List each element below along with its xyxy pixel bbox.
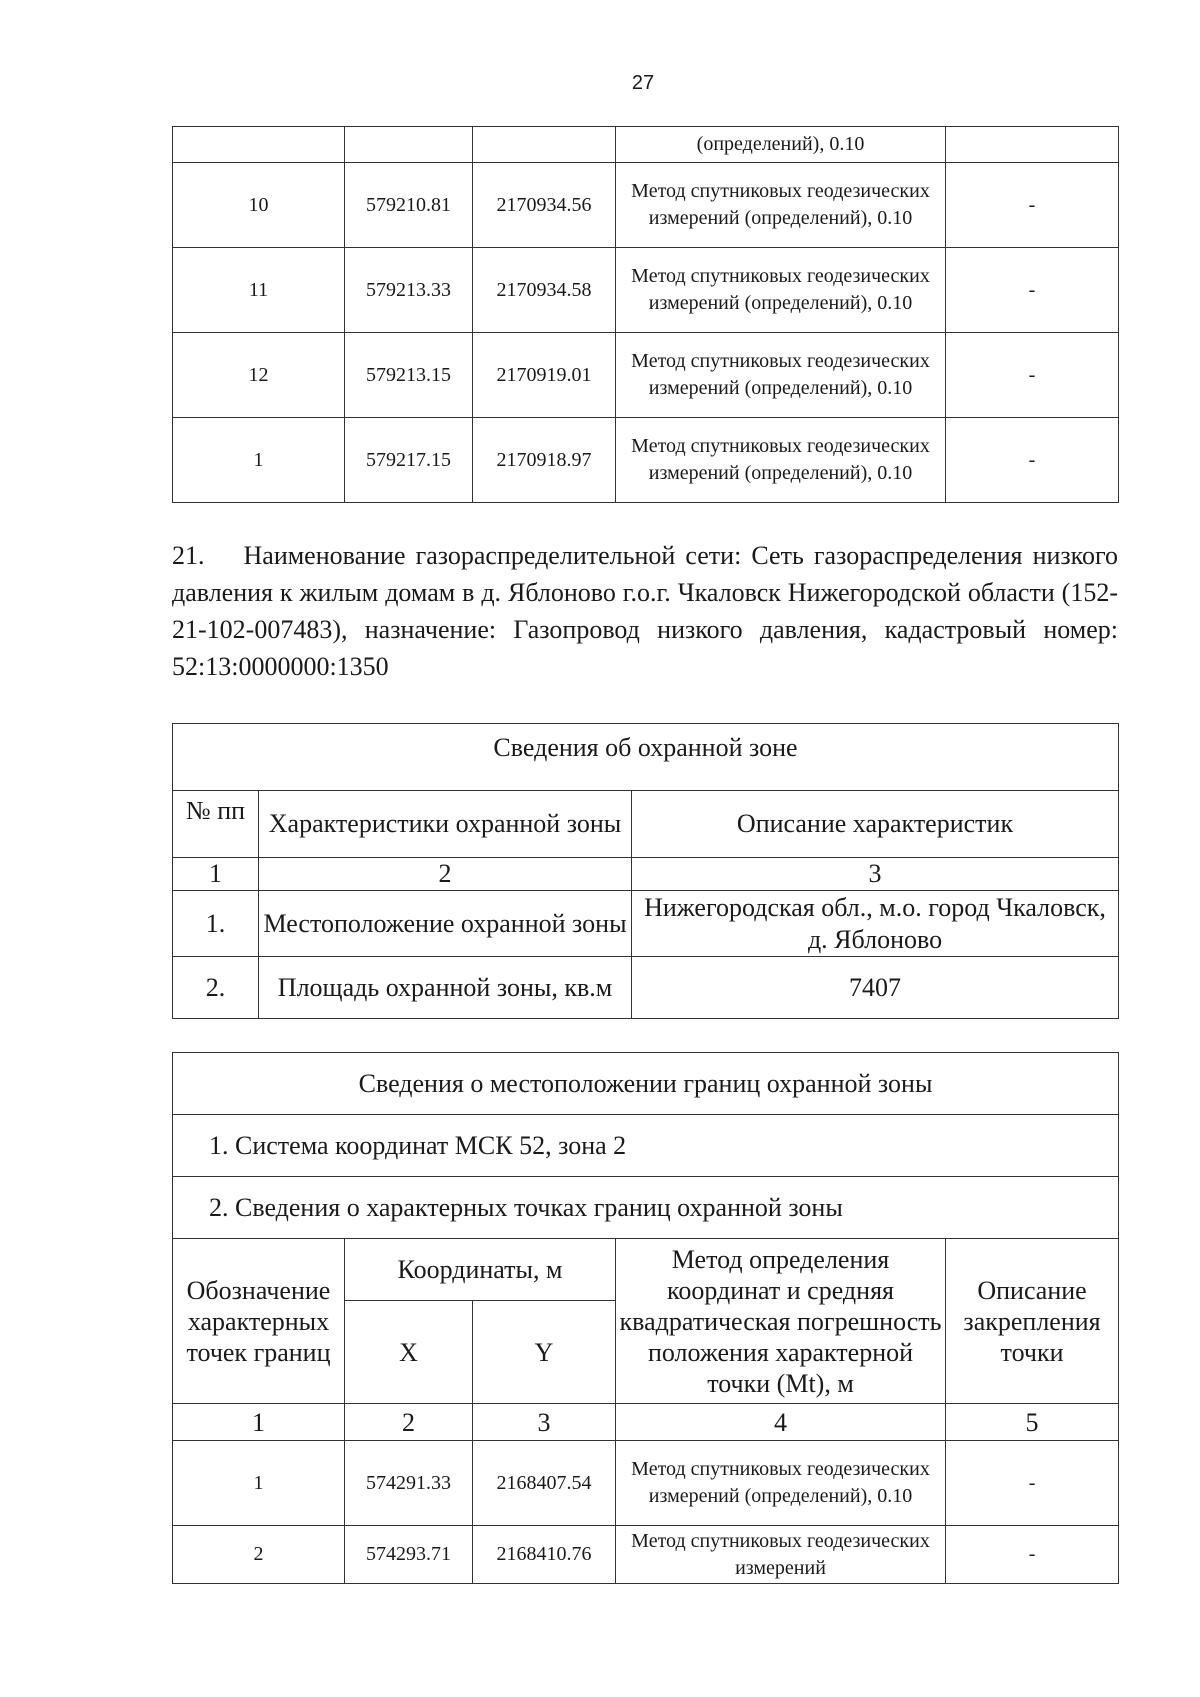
table-title-row bbox=[173, 724, 1119, 791]
characteristic-value: Нижегородская обл., м.о. город Чкаловск, д. Яблоново bbox=[632, 891, 1119, 957]
description-cell bbox=[946, 127, 1119, 163]
column-number: 1 bbox=[173, 1404, 345, 1441]
point-number-cell: 1 bbox=[173, 418, 345, 503]
point-number-cell: 2 bbox=[173, 1526, 345, 1584]
points-title: 2. Сведения о характерных точках границ охранной зоны bbox=[173, 1177, 1119, 1239]
x-cell: 574293.71 bbox=[345, 1526, 473, 1584]
x-cell: 579217.15 bbox=[345, 418, 473, 503]
characteristic-value: 7407 bbox=[632, 957, 1119, 1019]
description-cell: - bbox=[946, 333, 1119, 418]
table-title: Сведения о местоположении границ охранной зоны bbox=[173, 1053, 1119, 1115]
method-cell: Метод спутниковых геодезических измерений (определений), 0.10 bbox=[616, 1441, 946, 1526]
page-number: 27 bbox=[631, 72, 655, 94]
method-cell: (определений), 0.10 bbox=[616, 127, 946, 163]
point-number-cell: 12 bbox=[173, 333, 345, 418]
points-title-row bbox=[173, 1177, 1119, 1239]
method-cell: Метод спутниковых геодезических измерений (определений), 0.10 bbox=[616, 333, 946, 418]
y-cell: 2170934.58 bbox=[473, 248, 616, 333]
header-method: Метод определения координат и средняя квадратическая погрешность положения характерной точки (Mt), м bbox=[616, 1239, 946, 1404]
x-cell: 579213.15 bbox=[345, 333, 473, 418]
table-row bbox=[173, 957, 1119, 1019]
table-row bbox=[173, 1526, 1119, 1584]
y-cell: 2170918.97 bbox=[473, 418, 616, 503]
y-cell: 2170919.01 bbox=[473, 333, 616, 418]
characteristic-name: Местоположение охранной зоны bbox=[259, 891, 632, 957]
table-row bbox=[173, 248, 1119, 333]
column-number: 3 bbox=[632, 858, 1119, 891]
header-y: Y bbox=[473, 1301, 616, 1404]
y-cell bbox=[473, 127, 616, 163]
description-cell: - bbox=[946, 248, 1119, 333]
column-number: 5 bbox=[946, 1404, 1119, 1441]
column-number: 2 bbox=[345, 1404, 473, 1441]
description-cell: - bbox=[946, 1441, 1119, 1526]
y-cell: 2168410.76 bbox=[473, 1526, 616, 1584]
y-cell: 2170934.56 bbox=[473, 163, 616, 248]
point-number-cell: 1 bbox=[173, 1441, 345, 1526]
table-row bbox=[173, 891, 1119, 957]
table-row bbox=[173, 1441, 1119, 1526]
row-number: 1. bbox=[173, 891, 259, 957]
column-number: 4 bbox=[616, 1404, 946, 1441]
column-number-row bbox=[173, 1404, 1119, 1441]
table-row bbox=[173, 127, 1119, 163]
header-x: X bbox=[345, 1301, 473, 1404]
method-cell: Метод спутниковых геодезических измерений (определений), 0.10 bbox=[616, 163, 946, 248]
column-number: 2 bbox=[259, 858, 632, 891]
coordinate-system: 1. Система координат МСК 52, зона 2 bbox=[173, 1115, 1119, 1177]
header-number: № пп bbox=[173, 791, 259, 858]
header-characteristics: Характеристики охранной зоны bbox=[259, 791, 632, 858]
x-cell: 579213.33 bbox=[345, 248, 473, 333]
header-description: Описание характеристик bbox=[632, 791, 1119, 858]
table-row bbox=[173, 163, 1119, 248]
boundary-points-table bbox=[172, 1052, 1119, 1584]
point-number-cell: 10 bbox=[173, 163, 345, 248]
characteristic-name: Площадь охранной зоны, кв.м bbox=[259, 957, 632, 1019]
row-number: 2. bbox=[173, 957, 259, 1019]
description-cell: - bbox=[946, 418, 1119, 503]
table-title-row bbox=[173, 1053, 1119, 1115]
description-cell: - bbox=[946, 163, 1119, 248]
table-row bbox=[173, 333, 1119, 418]
table-row bbox=[173, 418, 1119, 503]
header-point: Обозначение характерных точек границ bbox=[173, 1239, 345, 1404]
method-cell: Метод спутниковых геодезических измерений (определений), 0.10 bbox=[616, 248, 946, 333]
table-header-row bbox=[173, 1239, 1119, 1301]
y-cell: 2168407.54 bbox=[473, 1441, 616, 1526]
method-cell: Метод спутниковых геодезических измерений bbox=[616, 1526, 946, 1584]
coordinates-table-continued bbox=[172, 126, 1119, 503]
column-number: 1 bbox=[173, 858, 259, 891]
method-cell: Метод спутниковых геодезических измерений (определений), 0.10 bbox=[616, 418, 946, 503]
column-number: 3 bbox=[473, 1404, 616, 1441]
protection-zone-info-table bbox=[172, 723, 1119, 1019]
column-number-row bbox=[173, 858, 1119, 891]
header-coordinates: Координаты, м bbox=[345, 1239, 616, 1301]
section-paragraph: 21. Наименование газораспределительной сети: Сеть газораспределения низкого давления к жилым домам в д. Яблоново г.о.г. Чкаловск Нижегородской области (152-21-102-007483), назначение: Газопровод низкого давления, кадастровый номер: 52:13:0000000:1350 bbox=[172, 541, 1118, 681]
table-title: Сведения об охранной зоне bbox=[173, 724, 1119, 791]
point-number-cell bbox=[173, 127, 345, 163]
x-cell bbox=[345, 127, 473, 163]
point-number-cell: 11 bbox=[173, 248, 345, 333]
x-cell: 574291.33 bbox=[345, 1441, 473, 1526]
x-cell: 579210.81 bbox=[345, 163, 473, 248]
header-description: Описание закрепления точки bbox=[946, 1239, 1119, 1404]
description-cell: - bbox=[946, 1526, 1119, 1584]
table-header-row bbox=[173, 791, 1119, 858]
coordinate-system-row bbox=[173, 1115, 1119, 1177]
